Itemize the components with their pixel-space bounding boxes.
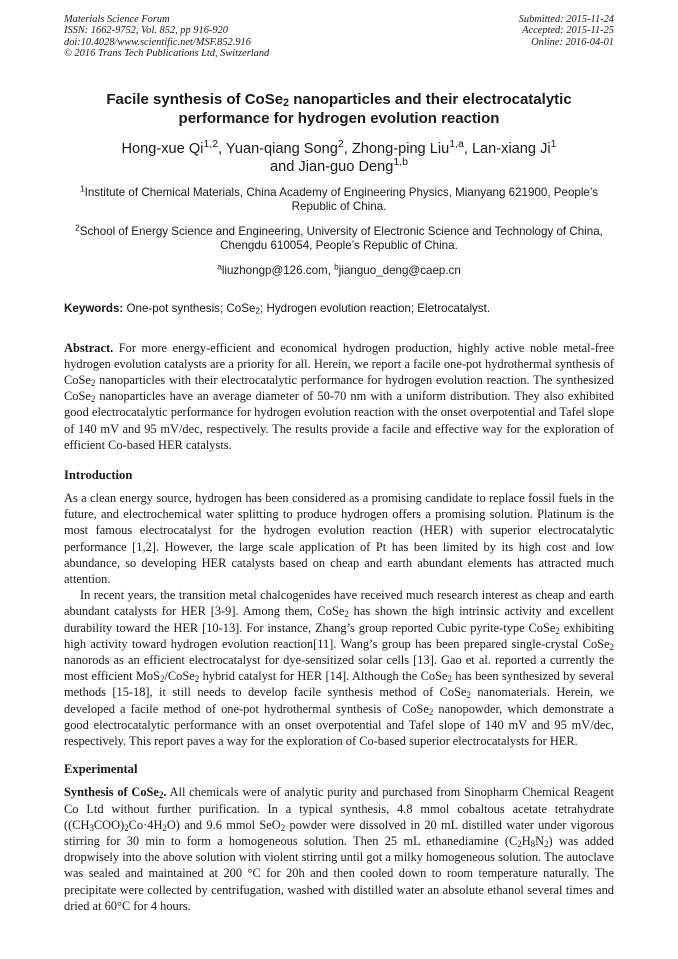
keywords: Keywords: One-pot synthesis; CoSe$_2$; Hydrogen evolution reaction; Eletrocatalyst.: [64, 301, 491, 316]
journal-name: Materials Science Forum: [64, 14, 170, 25]
author-list: Hong-xue Qi$^{1,2}$, Yuan-qiang Song$^2$, Zhong-ping Liu$^{1,a}$, Lan-xiang Ji$^1$ and Jian-guo Deng$^{1,b}$: [121, 137, 557, 175]
online-date: Online: 2016-04-01: [531, 36, 614, 48]
header-left: [64, 14, 269, 60]
header-right: [519, 14, 614, 60]
affiliation-1: $^1$Institute of Chemical Materials, China Academy of Engineering Physics, Mianyang 621900, People’s Republic of China.: [79, 183, 599, 214]
intro-paragraph-1: As a clean energy source, hydrogen has been considered as a promising candidate to replace fossil fuels in the future, and electrochemical water splitting to produce hydrogen offers a promising solution. Platinum is the most famous electrocatalyst for the hydrogen evolution reaction (HER) with superior electrocatalytic performance [1,2]. However, the large scale application of Pt has been limited by its high cost and low abundance, so developing HER catalysts based on cheap and earth abundant elements has attracted much attention.: [64, 491, 614, 587]
author-name: Jian-guo Deng: [298, 158, 394, 175]
affiliation-2: $^2$School of Energy Science and Engineering, University of Electronic Science and Technology of China, Chengdu 610054, People’s Republic of China.: [75, 222, 603, 253]
section-heading-experimental: Experimental: [64, 762, 138, 777]
intro-paragraph-2: In recent years, the transition metal chalcogenides have received much research interest as cheap and earth abundant catalysts for HER [3-9]. Among them, CoSe$_2$ has shown the high intrinsic activity and excellent durability toward the HER [10-13]. For instance, Zhang’s group reported Cubic pyrite-type CoSe$_2$ exhibiting high activity toward hydrogen evolution reaction[11]. Wang’s group has been prepared single-crystal CoSe$_2$ nanorods as an efficient electrocatalyst for dye-sensitized solar cells [13]. Gao et al. reported a currently the most efficient MoS$_2$/CoSe$_2$ hybrid catalyst for HER [14]. Although the CoSe$_2$ has been synthesized by several methods [15-18], it still needs to develop facile synthesis method of CoSe$_2$ nanomaterials. Herein, we developed a facile method of one-pot hydrothermal synthesis of CoSe$_2$ nanopowder, which demonstrate a good electrocatalytic performance with an onset overpotential and Tafel slope of 140 mV and 95 mV/dec, respectively. This report paves a way for the exploration of Co-based superior electrocatalysts for HER.: [64, 588, 614, 749]
author-name: Yuan-qiang Song: [225, 140, 338, 157]
doi: doi:10.4028/www.scientific.net/MSF.852.916: [64, 36, 251, 48]
author-name: Zhong-ping Liu: [351, 140, 450, 157]
accepted-date: Accepted: 2015-11-25: [522, 25, 614, 37]
subsection-label: Synthesis of CoSe$_2$.: [64, 785, 167, 801]
abstract-label: Abstract.: [64, 340, 114, 355]
section-heading-introduction: Introduction: [64, 468, 133, 483]
email-link: liuzhongp@126.com,: [221, 263, 335, 277]
author-emails: $^a$liuzhongp@126.com, $^b$jianguo_deng@caep.cn: [217, 261, 461, 277]
abstract: Abstract. For more energy-efficient and economical hydrogen production, highly active noble metal-free hydrogen evolution catalysts are a priority for all. Herein, we report a facile one-pot hydrothermal synthesis of CoSe$_2$ nanoparticles with their electrocatalytic performance for hydrogen evolution reaction. The synthesized CoSe$_2$ nanoparticles have an average diameter of 50-70 nm with a uniform distribution. They also exhibited good electrocatalytic performance for hydrogen evolution reaction with the onset overpotential and Tafel slope of 140 mV and 95 mV/dec, respectively. The results provide a facile and effective way for the exploration of efficient Co-based HER catalysts.: [64, 340, 614, 452]
copyright: © 2016 Trans Tech Publications Ltd, Switzerland: [64, 48, 270, 60]
paper-title: Facile synthesis of CoSe$_2$ nanoparticles and their electrocatalytic performance for hydrogen evolution reaction: [106, 90, 572, 127]
author-name: Hong-xue Qi: [121, 140, 204, 157]
experimental-paragraph: Synthesis of CoSe$_2$. All chemicals were of analytic purity and purchased from Sinopharm Chemical Reagent Co Ltd without further purification. In a typical synthesis, 4.8 mmol cobaltous acetate tetrahydrate $((CH_3COO)_2Co\cdot 4H_2O)$ and 9.6 mmol SeO$_2$ powder were dissolved in 20 mL distilled water under vigorous stirring for 30 min to form a homogeneous solution. Then 25 mL ethanediamine $(C_2H_8N_2)$ was added dropwisely into the above solution with violent stirring until got a milky homogeneous solution. The autoclave was sealed and maintained at 200 °C for 20h and then cooled down to room temperature naturally. The precipitate were collected by centrifugation, washed with distilled water an absolute ethanol several times and dried at 60°C for 4 hours.: [64, 785, 614, 913]
journal-header: [64, 14, 614, 60]
email-link: jianguo_deng@caep.cn: [338, 263, 461, 277]
keywords-label: Keywords:: [64, 301, 124, 315]
submitted-date: Submitted: 2015-11-24: [518, 14, 614, 25]
author-name: Lan-xiang Ji: [471, 140, 551, 157]
issn: ISSN: 1662-9752, Vol. 852, pp 916-920: [64, 25, 228, 37]
